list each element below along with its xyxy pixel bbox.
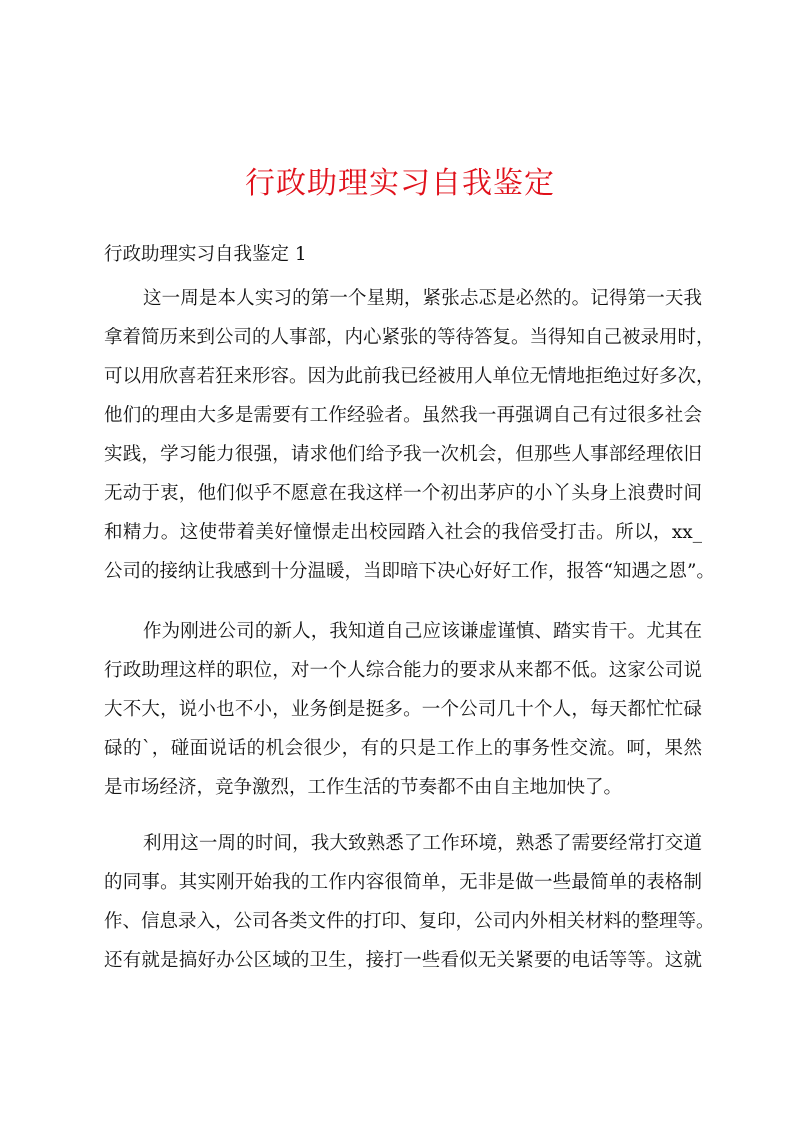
body-line: 实践，学习能力很强，请求他们给予我一次机会，但那些人事部经理依旧 (104, 444, 702, 465)
document-title: 行政助理实习自我鉴定 (245, 166, 555, 201)
body-line: 是市场经济，竞争激烈，工作生活的节奏都不由自主地加快了。 (104, 777, 623, 798)
body-line: 还有就是搞好办公区域的卫生，接打一些看似无关紧要的电话等等。这就 (104, 950, 702, 971)
body-line: 碌的`，碰面说话的机会很少，有的只是工作上的事务性交流。呵，果然 (104, 738, 702, 759)
body-line: 无动于衷，他们似乎不愿意在我这样一个初出茅庐的小丫头身上浪费时间 (104, 483, 702, 504)
body-line: 他们的理由大多是需要有工作经验者。虽然我一再强调自己有过很多社会 (104, 405, 702, 426)
body-line: 和精力。这使带着美好憧憬走出校园踏入社会的我倍受打击。所以，xx_ (104, 522, 702, 543)
body-line: 大不大，说小也不小，业务倒是挺多。一个公司几十个人，每天都忙忙碌 (104, 699, 702, 720)
body-line: 这一周是本人实习的第一个星期，紧张忐忑是必然的。记得第一天我 (143, 288, 702, 309)
body-line: 拿着简历来到公司的人事部，内心紧张的等待答复。当得知自己被录用时， (104, 327, 715, 348)
body-line: 公司的接纳让我感到十分温暖，当即暗下决心好好工作，报答“知遇之恩”。 (104, 561, 715, 582)
body-line: 作、信息录入，公司各类文件的打印、复印，公司内外相关材料的整理等。 (104, 911, 715, 932)
body-line: 的同事。其实刚开始我的工作内容很简单，无非是做一些最简单的表格制 (104, 872, 702, 893)
section-heading: 行政助理实习自我鉴定 1 (104, 244, 307, 265)
body-line: 作为刚进公司的新人，我知道自己应该谦虚谨慎、踏实肯干。尤其在 (143, 621, 702, 642)
body-line: 行政助理这样的职位，对一个人综合能力的要求从来都不低。这家公司说 (104, 660, 702, 681)
body-line: 可以用欣喜若狂来形容。因为此前我已经被用人单位无情地拒绝过好多次， (104, 366, 715, 387)
body-line: 利用这一周的时间，我大致熟悉了工作环境，熟悉了需要经常打交道 (143, 833, 702, 854)
